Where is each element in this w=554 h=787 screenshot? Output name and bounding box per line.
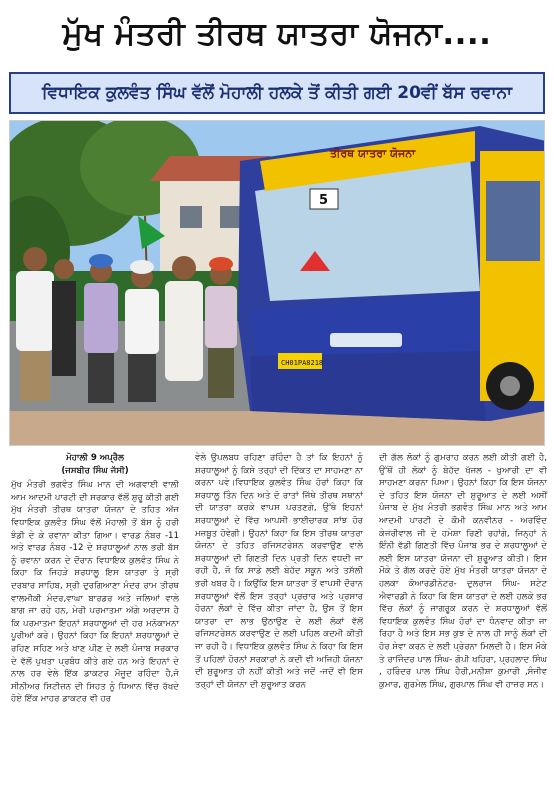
bus-banner-text: ਤੀਰਥ ਯਾਤਰਾ ਯੋਜਨਾ — [330, 147, 416, 160]
article-column-1 — [11, 452, 179, 706]
bus — [238, 126, 545, 421]
article-body — [11, 452, 547, 784]
article-text-column-3: ਦੀ ਗੱਲ ਲੋਕਾਂ ਨੂੰ ਗੁਮਰਾਹ ਕਰਨ ਲਈ ਕੀਤੀ ਗਈ ਹੈ, ਉੱਥੋਂ ਹੀ ਲੋਕਾਂ ਨੂੰ ਬੇਹੱਦ ਖੱਜਲ - ਖੁਆਰੀ ਦਾ ਵੀ ਸਾਹਮਣਾ ਕਰਨਾ ਪਿਆ। ਉਹਨਾਂ ਕਿਹਾ ਕਿ ਇਸ ਯੋਜਨਾ ਦੇ ਤਹਿਤ ਇਸ ਯੋਜਨਾ ਦੀ ਸ਼ੁਰੂਆਤ ਦੇ ਲਈ ਅਸੀਂ ਪੰਜਾਬ ਦੇ ਮੁੱਖ ਮੰਤਰੀ ਭਗਵੰਤ ਸਿੰਘ ਮਾਨ ਅਤੇ ਆਮ ਆਦਮੀ ਪਾਰਟੀ ਦੇ ਕੌਮੀ ਕਨਵੀਨਰ - ਅਰਵਿੰਦ ਕੇਜਰੀਵਾਲ ਜੀ ਦੇ ਹਮੇਸ਼ਾ ਰਿਣੀ ਰਹਾਂਗੇ, ਜਿਨ੍ਹਾਂ ਨੇ ਇੰਨੀ ਵੱਡੀ ਗਿਣਤੀ ਵਿੱਚ ਪੰਜਾਬ ਭਰ ਦੇ ਸ਼ਰਧਾਲੂਆਂ ਦੇ ਲਈ ਇਸ ਯਾਤਰਾ ਯੋਜਨਾ ਦੀ ਸ਼ੁਰੂਆਤ ਕੀਤੀ। ਇਸ ਮੌਕੇ ਤੇ ਗੱਲ ਕਰਦੇ ਹੋਏ ਮੁੱਖ ਮੰਤਰੀ ਯਾਤਰਾ ਯੋਜਨਾ ਦੇ ਹਲਕਾ ਕੋਆਰਡੀਨੇਟਰ- ਦੁਲਰਾਜ ਸਿੰਘ- ਸਟੇਟ ਐਵਾਰਡੀ ਨੇ ਕਿਹਾ ਕਿ ਇਸ ਯਾਤਰਾ ਦੇ ਲਈ ਹਲਕੇ ਭਰ ਵਿੱਚ ਲੋਕਾਂ ਨੂੰ ਜਾਗਰੂਕ ਕਰਨ ਦੇ ਸ਼ਰਧਾਲੂਆਂ ਵੱਲੋਂ ਵਿਧਾਇਕ ਕੁਲਵੰਤ ਸਿੰਘ ਹੋਰਾਂ ਦਾ ਧੰਨਵਾਦ ਕੀਤਾ ਜਾ ਰਿਹਾ ਹੈ ਅਤੇ ਇਸ ਸਭ ਕੁਝ ਦੇ ਨਾਲ ਹੀ ਸਾਨੂੰ ਲੋਕਾਂ ਦੀ ਹੋਰ ਸੇਵਾ ਕਰਨ ਦੇ ਲਈ ਪ੍ਰੇਰਨਾ ਮਿਲਦੀ ਹੈ। ਇਸ ਮੌਕੇ ਤੇ ਰਾਜਿੰਦਰ ਪਾਲ ਸਿੰਘ- ਗੋਪੀ ਖਹਿਰਾ, ਪ੍ਰਹਲਾਦ ਸਿੰਘ , ਹਰਿੰਦਰ ਪਾਲ ਸਿੰਘ ਹੈਰੀ,ਮਨੀਸ਼ਾ ਕੁਮਾਰੀ ,ਸੰਜੀਵ ਕੁਮਾਰ, ਗੁਰਮੇਲ ਸਿੰਘ, ਗੁਰਪਾਲ ਸਿੰਘ ਵੀ ਹਾਜ਼ਰ ਸਨ। — [379, 453, 547, 690]
bus-number-text: 5 — [319, 193, 329, 208]
photo-scene — [10, 121, 545, 446]
subheadline-box — [9, 72, 545, 114]
bus-headlights — [330, 333, 402, 347]
article-column-3 — [379, 452, 547, 691]
bus-plate-text: CH01PA8218 — [281, 359, 324, 367]
article-text-column-2: ਵੇਲੇ ਉਪਲਬਧ ਰਹਿਣਾ ਰਹਿੰਦਾ ਹੈ ਤਾਂ ਕਿ ਇਹਨਾਂ ਨੂੰ ਸ਼ਰਧਾਲੂਆਂ ਨੂੰ ਕਿਸੇ ਤਰ੍ਹਾਂ ਦੀ ਦਿੱਕਤ ਦਾ ਸਾਹਮਣਾ ਨਾ ਕਰਨਾ ਪਵੇ।ਵਿਧਾਇਕ ਕੁਲਵੰਤ ਸਿੰਘ ਹੋਰਾਂ ਕਿਹਾ ਕਿ ਸ਼ਰਧਾਲੂ ਤਿੰਨ ਦਿਨ ਅਤੇ ਦੋ ਰਾਤਾਂ ਜਿੱਥੇ ਤੀਰਥ ਸਥਾਨਾਂ ਦੀ ਯਾਤਰਾ ਕਰਕੇ ਵਾਪਸ ਪਰਤਣਗੇ, ਉੱਥੇ ਇਹਨਾਂ ਸ਼ਰਧਾਲੂਆਂ ਦੇ ਵਿੱਚ ਆਪਸੀ ਭਾਈਚਾਰਕ ਸਾਂਝ ਹੋਰ ਮਜ਼ਬੂਤ ਹੋਵੇਗੀ। ਉਹਨਾਂ ਕਿਹਾ ਕਿ ਇਸ ਤੀਰਥ ਯਾਤਰਾ ਯੋਜਨਾ ਦੇ ਤਹਿਤ ਰਜਿਸਟਰੇਸ਼ਨ ਕਰਵਾਉਣ ਵਾਲੇ ਸ਼ਰਧਾਲੂਆਂ ਦੀ ਗਿਣਤੀ ਦਿਨ ਪ੍ਰਤੀ ਦਿਨ ਵਧਦੀ ਜਾ ਰਹੀ ਹੈ, ਜੋ ਕਿ ਸਾਡੇ ਲਈ ਬੇਹੱਦ ਸਕੂਨ ਅਤੇ ਤਸੱਲੀ ਭਰੀ ਖਬਰ ਹੈ। ਕਿਉਂਕਿ ਇਸ ਯਾਤਰਾ ਤੋਂ ਵਾਪਸੀ ਦੌਰਾਨ ਸ਼ਰਧਾਲੂਆਂ ਵੱਲੋਂ ਇਸ ਤਰ੍ਹਾਂ ਪ੍ਰਚਾਰ ਅਤੇ ਪ੍ਰਸਾਰ ਹੋਰਨਾ ਲੋਕਾਂ ਦੇ ਵਿੱਚ ਕੀਤਾ ਜਾਂਦਾ ਹੈ, ਉਸ ਤੋਂ ਇਸ ਯਾਤਰਾ ਦਾ ਲਾਭ ਉਠਾਉਣ ਦੇ ਲਈ ਲੋਕਾਂ ਵੱਲੋਂ ਰਜਿਸਟਰੇਸ਼ਨ ਕਰਵਾਉਣ ਦੇ ਲਈ ਪਹਿਲ ਕਦਮੀ ਕੀਤੀ ਜਾ ਰਹੀ ਹੈ। ਵਿਧਾਇਕ ਕੁਲਵੰਤ ਸਿੰਘ ਨੇ ਕਿਹਾ ਕਿ ਇਸ ਤੋਂ ਪਹਿਲਾਂ ਹੋਰਨਾਂ ਸਰਕਾਰਾਂ ਨੇ ਕਦੀ ਵੀ ਅਜਿਹੀ ਯੋਜਨਾ ਦੀ ਸ਼ੁਰੂਆਤ ਹੀ ਨਹੀਂ ਕੀਤੀ ਅਤੇ ਜਦੋਂ -ਜਦੋਂ ਵੀ ਇਸ ਤਰ੍ਹਾਂ ਦੀ ਯੋਜਨਾ ਦੀ ਸ਼ੁਰੂਆਤ ਕਰਨ — [195, 453, 363, 690]
headline: ਮੁੱਖ ਮੰਤਰੀ ਤੀਰਥ ਯਾਤਰਾ ਯੋਜਨਾ.... — [62, 16, 492, 52]
subheadline: ਵਿਧਾਇਕ ਕੁਲਵੰਤ ਸਿੰਘ ਵੱਲੋਂ ਮੋਹਾਲੀ ਹਲਕੇ ਤੋਂ ਕੀਤੀ ਗਈ 20ਵੀਂ ਬੱਸ ਰਵਾਨਾ — [41, 83, 513, 103]
byline: (ਜਸਬੀਰ ਸਿੰਘ ਜੱਸੀ) — [61, 465, 129, 476]
dateline: ਮੋਹਾਲੀ 9 ਅਪ੍ਰੈਲ — [66, 453, 124, 463]
news-photo — [9, 120, 545, 446]
article-column-2 — [195, 452, 363, 691]
article-text-column-1: ਮੁੱਖ ਮੰਤਰੀ ਭਗਵੰਤ ਸਿੰਘ ਮਾਨ ਦੀ ਅਗਵਾਈ ਵਾਲੀ ਆਮ ਆਦਮੀ ਪਾਰਟੀ ਦੀ ਸਰਕਾਰ ਵੱਲੋਂ ਸ਼ੁਰੂ ਕੀਤੀ ਗਈ ਮੁੱਖ ਮੰਤਰੀ ਤੀਰਥ ਯਾਤਰਾ ਯੋਜਨਾ ਦੇ ਤਹਿਤ ਅੱਜ ਵਿਧਾਇਕ ਕੁਲਵੰਤ ਸਿੰਘ ਵੱਲੋਂ ਮੋਹਾਲੀ ਤੋਂ ਬੱਸ ਨੂੰ ਹਰੀ ਝੰਡੀ ਦੇ ਕੇ ਰਵਾਨਾ ਕੀਤਾ ਗਿਆ। ਵਾਰਡ ਨੰਬਰ -11 ਅਤੇ ਵਾਰਡ ਨੰਬਰ -12 ਦੇ ਸ਼ਰਧਾਲੂਆਂ ਨਾਲ ਭਰੀ ਬੱਸ ਨੂੰ ਰਵਾਨਾ ਕਰਨ ਦੇ ਦੌਰਾਨ ਵਿਧਾਇਕ ਕੁਲਵੰਤ ਸਿੰਘ ਨੇ ਕਿਹਾ ਕਿ ਜਿਹੜੇ ਸ਼ਰਧਾਲੂ ਇਸ ਯਾਤਰਾ ਤੇ ਸ੍ਰੀ ਦਰਬਾਰ ਸਾਹਿਬ, ਸ੍ਰੀ ਦੁਰਗਿਆਣਾ ਮੰਦਰ ਰਾਮ ਤੀਰਥ ਵਾਲਮੀਕੀ ਮੰਦਰ,ਵਾਘਾ ਬਾਰਡਰ ਅਤੇ ਜਲਿਆਂ ਵਾਲੇ ਬਾਗ ਜਾ ਰਹੇ ਹਨ, ਮੇਰੀ ਪਰਮਾਤਮਾ ਅੱਗੇ ਅਰਦਾਸ ਹੈ ਕਿ ਪਰਮਾਤਮਾ ਇਹਨਾਂ ਸ਼ਰਧਾਲੂਆਂ ਦੀ ਹਰ ਮਨੋਕਾਮਨਾ ਪੂਰੀਆਂ ਕਰੇ। ਉਹਨਾਂ ਕਿਹਾ ਕਿ ਇਹਨਾਂ ਸ਼ਰਧਾਲੂਆਂ ਦੇ ਰਹਿਣ ਸਹਿਣ ਅਤੇ ਖਾਣ ਪੀਣ ਦੇ ਲਈ ਪੰਜਾਬ ਸਰਕਾਰ ਦੇ ਵੱਲੋਂ ਪੁਖਤਾ ਪ੍ਰਬੰਧ ਕੀਤੇ ਗਏ ਹਨ ਅਤੇ ਇਹਨਾਂ ਦੇ ਨਾਲ ਹਰ ਵੇਲੇ ਇੱਕ ਡਾਕਟਰ ਮੌਜੂਦ ਰਹਿੰਦਾ ਹੈ,ਜੋ ਸੀਨੀਅਰ ਸਿਟੀਜ਼ਨ ਦੀ ਸਿਹਤ ਨੂੰ ਧਿਆਨ ਵਿੱਚ ਰੱਖਦੇ ਹੋਏ ਇੱਕ ਮਾਹਰ ਡਾਕਟਰ ਵੀ ਹਰ — [11, 480, 179, 705]
